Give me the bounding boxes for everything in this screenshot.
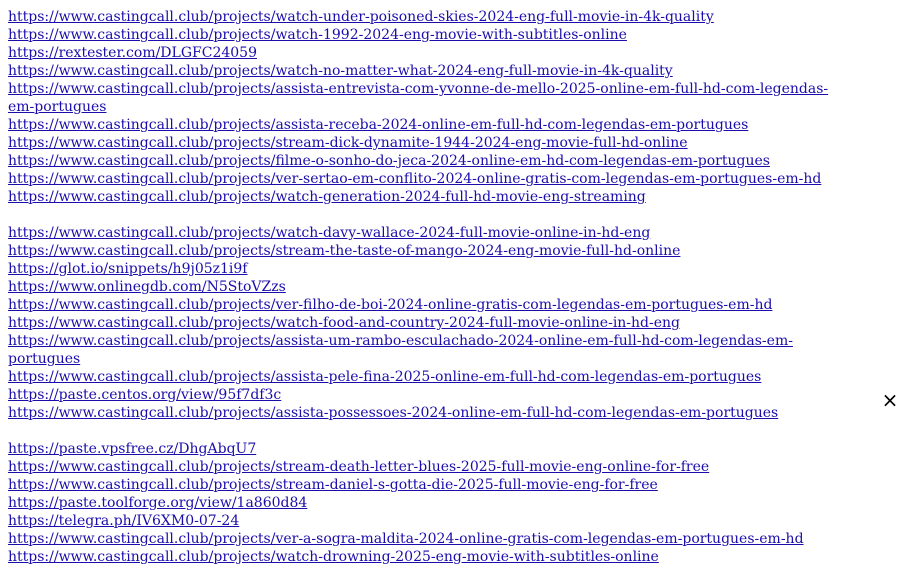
link[interactable]: https://www.castingcall.club/projects/assista-pele-fina-2025-online-em-full-hd-com-legendas-em-portugues (8, 369, 762, 385)
link-list (8, 8, 848, 566)
close-icon[interactable]: × (881, 388, 899, 412)
link[interactable]: https://www.castingcall.club/projects/watch-under-poisoned-skies-2024-eng-full-movie-in-4k-quality (8, 9, 714, 25)
list-item (8, 62, 848, 80)
list-item (8, 26, 848, 44)
link[interactable]: https://www.castingcall.club/projects/ver-a-sogra-maldita-2024-online-gratis-com-legendas-em-portugues-em-hd (8, 531, 804, 547)
link[interactable]: https://www.castingcall.club/projects/watch-1992-2024-eng-movie-with-subtitles-online (8, 27, 627, 43)
link[interactable]: https://www.castingcall.club/projects/watch-davy-wallace-2024-full-movie-online-in-hd-eng (8, 225, 651, 241)
list-item (8, 8, 848, 26)
list-item (8, 512, 848, 530)
link[interactable]: https://www.castingcall.club/projects/ver-filho-de-boi-2024-online-gratis-com-legendas-em-portugues-em-hd (8, 297, 773, 313)
link[interactable]: https://www.castingcall.club/projects/stream-the-taste-of-mango-2024-eng-movie-full-hd-online (8, 243, 681, 259)
link[interactable]: https://telegra.ph/IV6XM0-07-24 (8, 513, 240, 529)
list-item (8, 332, 848, 368)
list-item (8, 260, 848, 278)
list-item (8, 188, 848, 206)
list-item (8, 404, 848, 422)
list-item (8, 170, 848, 188)
link[interactable]: https://www.castingcall.club/projects/stream-dick-dynamite-1944-2024-eng-movie-full-hd-online (8, 135, 688, 151)
blank-line (8, 206, 848, 224)
list-item (8, 224, 848, 242)
link[interactable]: https://www.castingcall.club/projects/filme-o-sonho-do-jeca-2024-online-em-hd-com-legendas-em-portugues (8, 153, 770, 169)
list-item (8, 386, 848, 404)
list-item (8, 458, 848, 476)
link[interactable]: https://www.castingcall.club/projects/assista-um-rambo-esculachado-2024-online-em-full-hd-com-legendas-em-portugues (8, 333, 793, 367)
link[interactable]: https://www.castingcall.club/projects/watch-no-matter-what-2024-eng-full-movie-in-4k-quality (8, 63, 673, 79)
list-item (8, 314, 848, 332)
link[interactable]: https://www.castingcall.club/projects/ver-sertao-em-conflito-2024-online-gratis-com-legendas-em-portugues-em-hd (8, 171, 822, 187)
link[interactable]: https://www.castingcall.club/projects/stream-daniel-s-gotta-die-2025-full-movie-eng-for-free (8, 477, 658, 493)
link[interactable]: https://paste.vpsfree.cz/DhgAbqU7 (8, 441, 257, 457)
list-item (8, 242, 848, 260)
link[interactable]: https://glot.io/snippets/h9j05z1i9f (8, 261, 248, 277)
link[interactable]: https://www.castingcall.club/projects/assista-receba-2024-online-em-full-hd-com-legendas-em-portugues (8, 117, 749, 133)
list-item (8, 494, 848, 512)
list-item (8, 116, 848, 134)
list-item (8, 548, 848, 566)
link[interactable]: https://paste.centos.org/view/95f7df3c (8, 387, 282, 403)
list-item (8, 80, 848, 116)
list-item (8, 296, 848, 314)
list-item (8, 440, 848, 458)
link[interactable]: https://www.castingcall.club/projects/stream-death-letter-blues-2025-full-movie-eng-online-for-free (8, 459, 710, 475)
list-item (8, 278, 848, 296)
link[interactable]: https://paste.toolforge.org/view/1a860d84 (8, 495, 308, 511)
list-item (8, 134, 848, 152)
list-item (8, 368, 848, 386)
link[interactable]: https://www.castingcall.club/projects/watch-food-and-country-2024-full-movie-online-in-hd-eng (8, 315, 681, 331)
list-item (8, 476, 848, 494)
list-item (8, 44, 848, 62)
link[interactable]: https://www.castingcall.club/projects/assista-entrevista-com-yvonne-de-mello-2025-online-em-full-hd-com-legendas-em-portugues (8, 81, 829, 115)
link[interactable]: https://www.onlinegdb.com/N5StoVZzs (8, 279, 286, 295)
link[interactable]: https://rextester.com/DLGFC24059 (8, 45, 257, 61)
list-item (8, 530, 848, 548)
link[interactable]: https://www.castingcall.club/projects/watch-generation-2024-full-hd-movie-eng-streaming (8, 189, 646, 205)
link[interactable]: https://www.castingcall.club/projects/assista-possessoes-2024-online-em-full-hd-com-legendas-em-portugues (8, 405, 779, 421)
blank-line (8, 422, 848, 440)
link[interactable]: https://www.castingcall.club/projects/watch-drowning-2025-eng-movie-with-subtitles-online (8, 549, 659, 565)
list-item (8, 152, 848, 170)
